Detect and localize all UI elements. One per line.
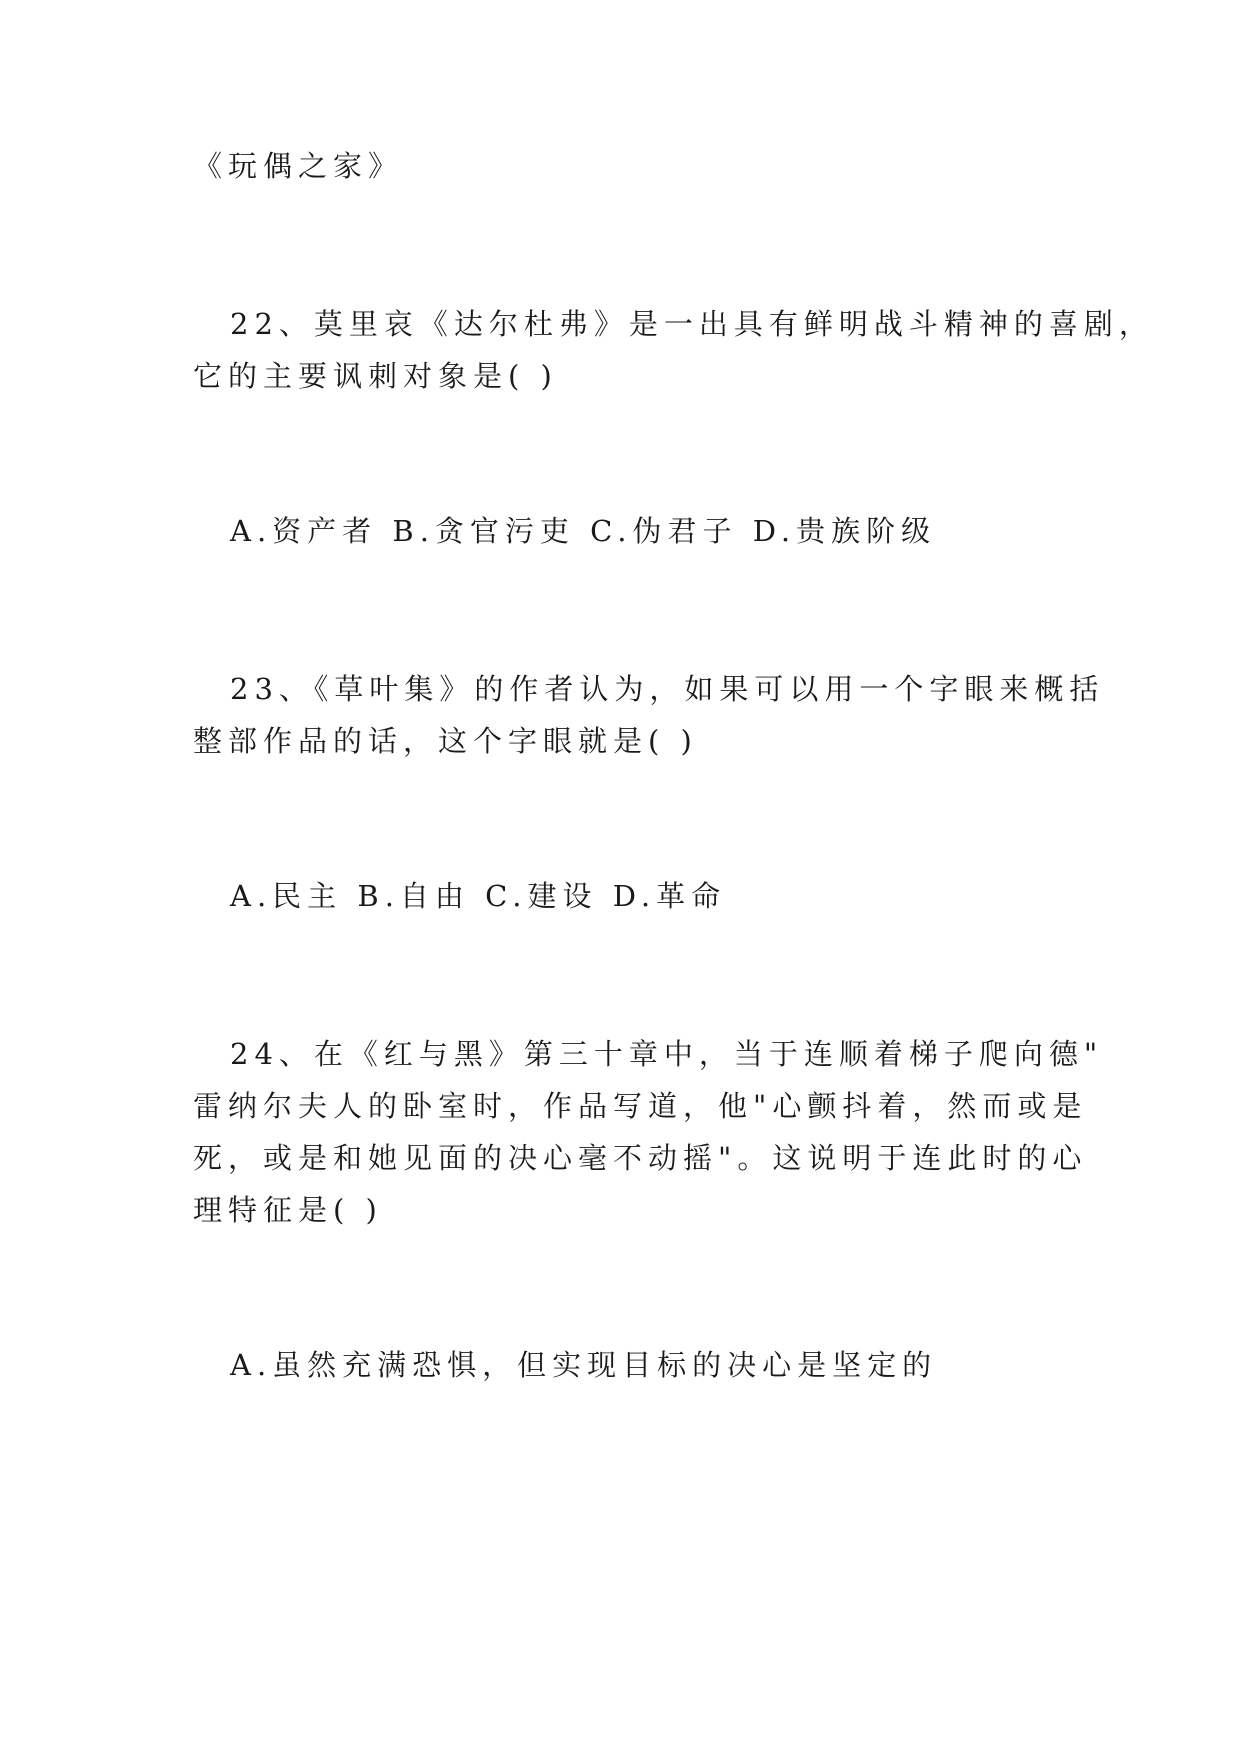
question-22-options: A.资产者 B.贪官污吏 C.伪君子 D.贵族阶级 [230, 514, 937, 548]
continuation-text: 《玩偶之家》 [193, 149, 404, 183]
question-24-stem-line-2: 雷纳尔夫人的卧室时，作品写道，他"心颤抖着，然而或是 [193, 1089, 1088, 1123]
question-22-stem-line-2: 它的主要讽刺对象是( ) [193, 359, 558, 393]
question-23-options: A.民主 B.自由 C.建设 D.革命 [230, 879, 727, 913]
question-24-stem-line-4: 理特征是( ) [193, 1193, 383, 1227]
question-23-stem-line-1: 23、《草叶集》的作者认为，如果可以用一个字眼来概括 [230, 672, 1105, 706]
question-24-option-a: A.虽然充满恐惧，但实现目标的决心是坚定的 [230, 1348, 938, 1382]
question-23-stem-line-2: 整部作品的话，这个字眼就是( ) [193, 724, 698, 758]
question-24-stem-line-1: 24、在《红与黑》第三十章中，当于连顺着梯子爬向德" [230, 1037, 1104, 1071]
question-22-stem-line-1: 22、莫里哀《达尔杜弗》是一出具有鲜明战斗精神的喜剧， [230, 307, 1154, 341]
question-24-stem-line-3: 死，或是和她见面的决心毫不动摇"。这说明于连此时的心 [193, 1141, 1088, 1175]
